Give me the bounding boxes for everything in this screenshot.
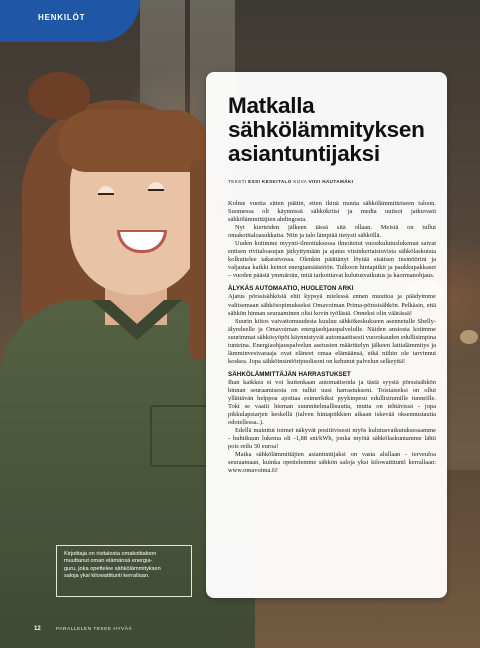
paragraph: Nyt kierteiden jälkeen tässä sitä ollaan. Meistä on tullut omakotitaloasukkaita. Niin ja talo lämpiää tietysti sähköllä. (228, 224, 436, 240)
caption-line: saloja yksi kilowattitunti kerrallaan. (64, 572, 150, 579)
background-light (460, 330, 478, 344)
paragraph: Uuden kotimme myynti-ilmoituksessa ilmoitetut vuosikulutuslukemat saivat entisen rivitaloasujan järkyttymään ja ajatus viisinkertaistuvista sähkölaskuista kolkuttelee takaraivossa. Olenkin päättänyt löytää sisäisen insinöörini ja valjastaa kaikki keinot energiansäästöön. Tulkoon hintapiikit ja paukkupakkaset – vuoden päästä ymmärrän, mitä tarkoittavat kulutusvaikutus ja kaormanohjaus. (228, 240, 436, 280)
article-body (228, 200, 436, 475)
article-title: Matkalla sähkölämmityksen asiantuntijaksi (228, 93, 425, 166)
paragraph: Kolme vuotta sitten päätin, etten ikinä muuta sähkölämmitteiseen taloon. Suomessa oli käynnissä sähkökriisi ja media uutisoi jatkuvasti sähkölämmittäjien ahdingosta. (228, 200, 436, 224)
section-label: HENKILÖT (38, 13, 86, 22)
paragraph: Ihan kaikkea ei voi kuitenkaan automatisoida ja tästä syystä pörssisähkön hinnan seuraamisesta on tullut uusi harrastukseni. Toistaiseksi on ollut yllättävän helppoa ajoittaa esimerkiksi pyykinpesu edullisimmille tunneille. Toki se vaatii hieman suunnitelmallisuutta, mutta on tehtävissä - jopa pikkulapsiarjen keskellä (talven hintapiikkien aikaan iskevää oksennustautia odotellessa..). (228, 378, 436, 427)
section-heading: SÄHKÖLÄMMITTÄJÄN HARRASTUKSET (228, 370, 351, 378)
page-number: 12 (34, 626, 41, 632)
article-credits: TEKSTI ESSI KESKITALO KUVA VIIVI HAUTAMÄKI (228, 179, 354, 184)
caption-line: Kirjoittaja on rivitalosta omakotitaloon (64, 551, 157, 557)
paragraph: Matka sähkölämmittäjien asiantuntijaksi on vasta alullaan - terveuloa seuraamaan, kuinka opettelemme sähkön saloja yksi kilowattituntl kerrallaan: www.omavoima.fi! (228, 451, 436, 475)
paragraph: Ajatus pörssisähköstä ehti kypsyä mielessä ennen muuttoa ja päädyimme valitsemaan sähkösopimukseksi Omavoiman Prima-pörssisähkön. Pelkäsin, että sähkön hinnan seuraaminen olisi kovin työlästä. Onneksi olin väärässä! (228, 293, 436, 317)
section-heading: ÄLYKÄS AUTOMAATIO, HUOLETON ARKI (228, 285, 354, 293)
photo-caption (56, 545, 192, 597)
caption-line: guru, joka opettelee sähkölämmityksen (64, 565, 161, 572)
caption-line: muuttanut oman elämänsä energia- (64, 558, 153, 565)
paragraph: Suurin kiitos vaivattomuudesta kuuluu sähkökeskukseen asennetulle Shelly-älyreleelle ja Omavoiman energiaohjauspalvelulle. Näiden ansiosta kotimme suurimmat sähkösyöpöt käynnistyvät automaattisesti vuorokauden edullisimpina tunteina. Energiaohjauspalvelun asetusten määrittelyn jälkeen lattialämmitys ja lämminvesivaraaja ovat eläneet omaa elämäänsä, eikä niihin ole tarvinnut koskea. Jopa sähköinsinööripuolisoni on kehunut palvelun selkeyttä! (228, 317, 436, 365)
section-tag (0, 0, 140, 42)
paragraph: Edellä mainitut toimet näkyvät positiivisesti myös kulutusvaikutuksessamme - huhtikuun lukema oli -1,88 snt/kWh, jonka myötä sähkölaskuntamme lähti pois reilu 30 euroa! (228, 427, 436, 451)
magazine-name: PARALLELEN TEKEE HYVÄÄ (56, 627, 133, 632)
